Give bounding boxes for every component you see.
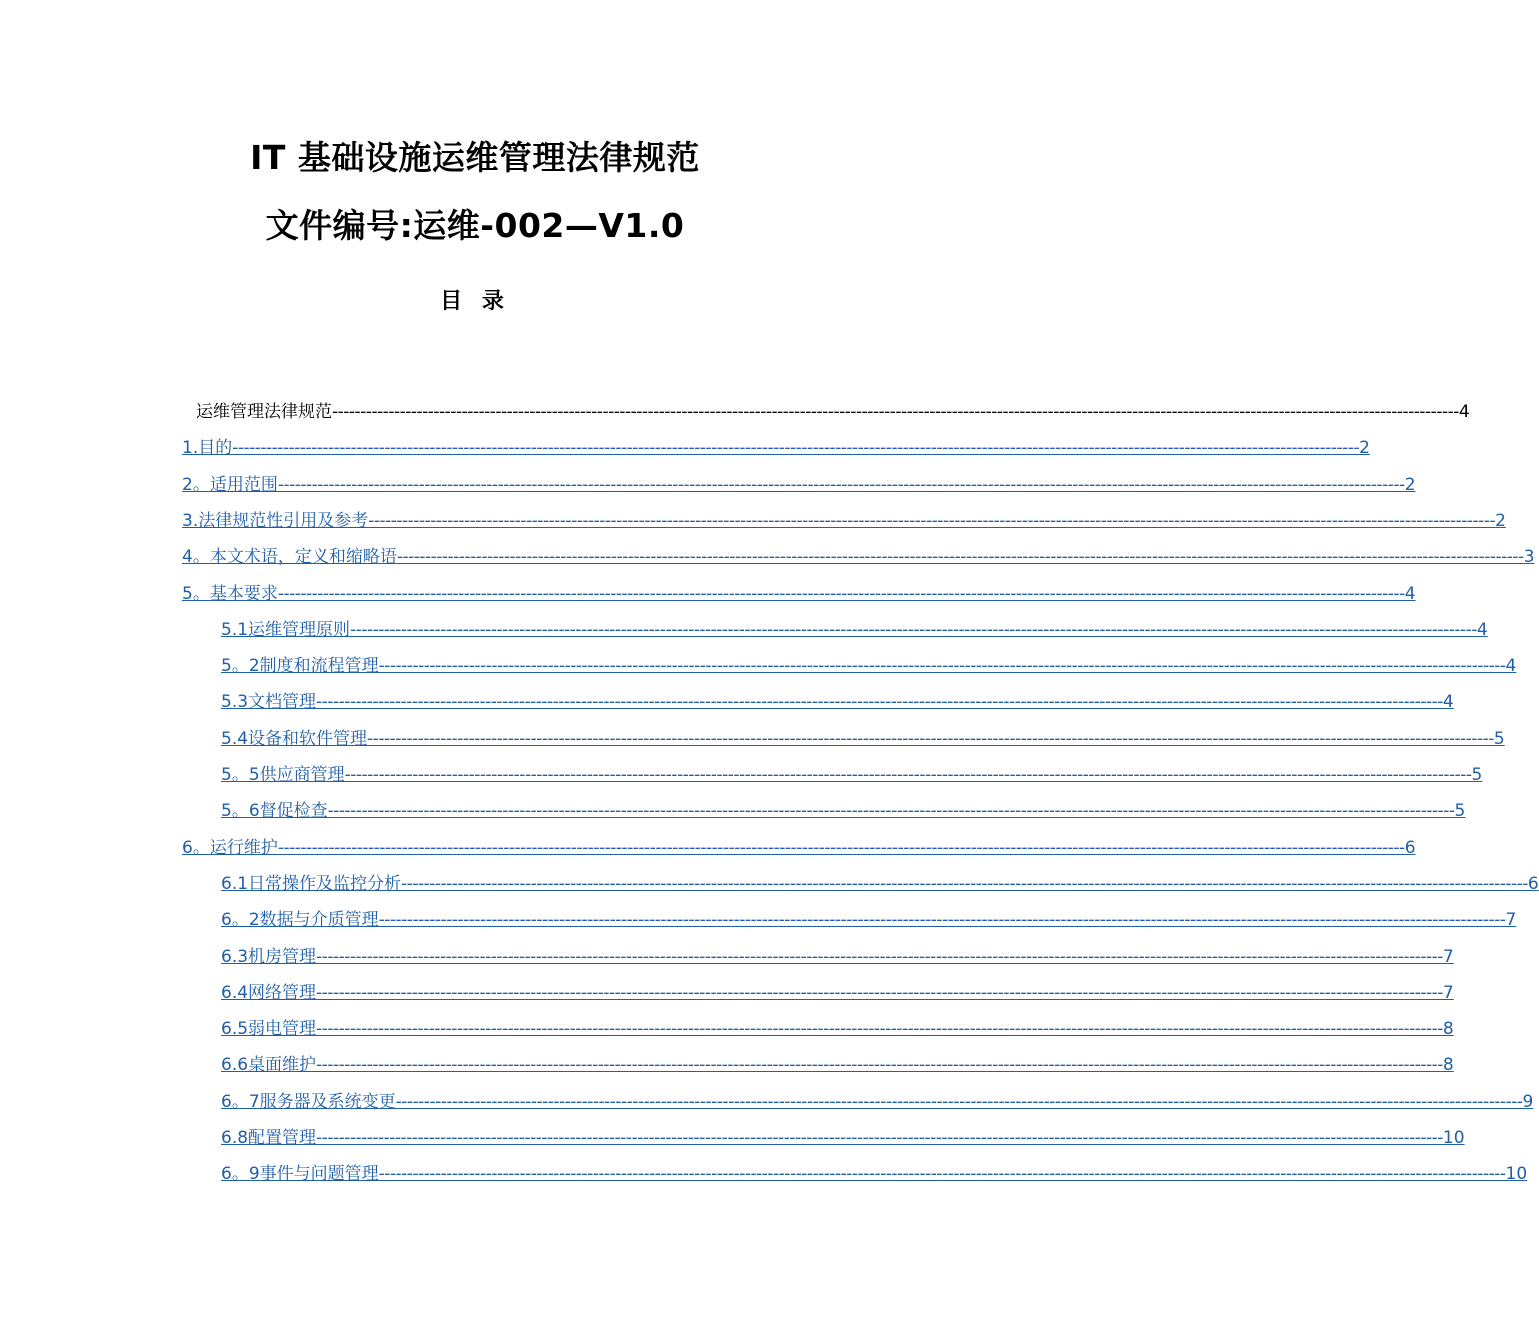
toc-entry[interactable] bbox=[221, 1158, 1528, 1185]
toc-leader-dashes: -------------------------------------------------------------------------------------------------------------------------------------------------------------------------------------------------------- bbox=[316, 946, 1443, 967]
toc-heading: 目 录 bbox=[440, 289, 510, 314]
toc-entry-number: 5.3 bbox=[221, 692, 249, 713]
toc-entry-number: 6.1 bbox=[221, 873, 249, 894]
toc-entry-title: 制度和流程管理 bbox=[259, 656, 379, 677]
toc-entry-title: 运维管理原则 bbox=[248, 619, 351, 640]
toc-entry-number: 5。6 bbox=[221, 801, 260, 822]
toc-entry[interactable] bbox=[221, 941, 1454, 967]
toc-leader-dashes: -------------------------------------------------------------------------------------------------------------------------------------------------------------------------------------------------------- bbox=[378, 910, 1506, 931]
toc-entry-title: 适用范围 bbox=[209, 474, 278, 495]
toc-entry-title: 法律规范性引用及参考 bbox=[198, 510, 369, 531]
toc-entry-page: 4 bbox=[1505, 656, 1517, 677]
toc-entry-title: 弱电管理 bbox=[248, 1019, 317, 1040]
toc-leader-dashes: -------------------------------------------------------------------------------------------------------------------------------------------------------------------------------------------------------- bbox=[316, 1055, 1443, 1076]
toc-leader-dashes: -------------------------------------------------------------------------------------------------------------------------------------------------------------------------------------------------------- bbox=[277, 837, 1405, 858]
toc-entry-title: 督促检查 bbox=[259, 801, 328, 822]
toc-entry-page: 8 bbox=[1442, 1019, 1454, 1040]
toc-entry-number: 6.8 bbox=[221, 1128, 249, 1148]
toc-entry[interactable] bbox=[182, 469, 1416, 495]
toc-entry-page: 7 bbox=[1442, 982, 1454, 1003]
toc-entry-title: 供应商管理 bbox=[259, 765, 345, 785]
toc-leader-dashes: -------------------------------------------------------------------------------------------------------------------------------------------------------------------------------------------------------- bbox=[316, 1128, 1443, 1148]
toc-entry-number: 6。 bbox=[182, 837, 210, 858]
toc-entry[interactable] bbox=[221, 1049, 1454, 1076]
toc-entry-page: 10 bbox=[1442, 1128, 1465, 1148]
toc-entry[interactable] bbox=[221, 904, 1517, 931]
toc-entry-number: 5。5 bbox=[221, 765, 260, 785]
toc-entry[interactable] bbox=[182, 541, 1535, 568]
toc-entry-title: 日常操作及监控分析 bbox=[248, 873, 402, 894]
toc-entry-number: 6.3 bbox=[221, 946, 249, 967]
toc-entry-number: 6.6 bbox=[221, 1055, 249, 1076]
toc-entry[interactable] bbox=[182, 432, 1370, 459]
toc-entry-page: 4 bbox=[1404, 583, 1416, 604]
toc-entry-number: 6。9 bbox=[221, 1164, 260, 1185]
toc-leader-dashes: -------------------------------------------------------------------------------------------------------------------------------------------------------------------------------------------------------- bbox=[316, 692, 1443, 713]
toc-entry[interactable] bbox=[221, 1086, 1534, 1112]
toc-leader-dashes: -------------------------------------------------------------------------------------------------------------------------------------------------------------------------------------------------------- bbox=[367, 728, 1494, 749]
toc-entry-page: 7 bbox=[1505, 910, 1517, 931]
toc-entry-number: 6.4 bbox=[221, 982, 249, 1003]
document-title: IT 基础设施运维管理法律规范 bbox=[250, 138, 700, 177]
toc-leader-dashes: -------------------------------------------------------------------------------------------------------------------------------------------------------------------------------------------------------- bbox=[368, 510, 1496, 531]
toc-leader-dashes: -------------------------------------------------------------------------------------------------------------------------------------------------------------------------------------------------------- bbox=[395, 1091, 1523, 1112]
toc-entry-number: 3. bbox=[182, 510, 199, 531]
toc-entry-page: 9 bbox=[1522, 1091, 1534, 1112]
toc-entry-title: 配置管理 bbox=[248, 1128, 317, 1148]
toc-leader-dashes: -------------------------------------------------------------------------------------------------------------------------------------------------------------------------------------------------------- bbox=[396, 547, 1524, 568]
toc-entry-page: 8 bbox=[1442, 1055, 1454, 1076]
toc-entry-number: 4。 bbox=[182, 547, 210, 568]
toc-entry-number: 5。 bbox=[182, 583, 210, 604]
toc-entry-page: 5 bbox=[1471, 765, 1483, 785]
toc-entry-title: 事件与问题管理 bbox=[259, 1164, 379, 1185]
toc-entry-number: 5.1 bbox=[221, 619, 249, 640]
document-number: 文件编号:运维-002—V1.0 bbox=[265, 206, 685, 245]
toc-leader-dashes: -------------------------------------------------------------------------------------------------------------------------------------------------------------------------------------------------------- bbox=[316, 1019, 1443, 1040]
toc-entry-number: 5。2 bbox=[221, 656, 260, 677]
toc-entry-title: 基本要求 bbox=[209, 583, 278, 604]
toc-entry-page: 6 bbox=[1404, 837, 1416, 858]
toc-entry-page: 6 bbox=[1527, 873, 1539, 894]
toc-entry-title: 机房管理 bbox=[248, 946, 317, 967]
toc-entry[interactable] bbox=[221, 795, 1466, 822]
toc-leader-dashes: -------------------------------------------------------------------------------------------------------------------------------------------------------------------------------------------------------- bbox=[401, 873, 1528, 894]
toc-leader-dashes: -------------------------------------------------------------------------------------------------------------------------------------------------------------------------------------------------------- bbox=[344, 765, 1472, 785]
toc-entry-title: 目的 bbox=[198, 438, 233, 459]
toc-entry-title: 数据与介质管理 bbox=[259, 910, 379, 931]
toc-leader-dashes: -------------------------------------------------------------------------------------------------------------------------------------------------------------------------------------------------------- bbox=[277, 583, 1405, 604]
toc-leader-dashes: -------------------------------------------------------------------------------------------------------------------------------------------------------------------------------------------------------- bbox=[277, 474, 1405, 495]
toc-entry-number: 6。7 bbox=[221, 1091, 260, 1112]
toc-entry[interactable] bbox=[221, 686, 1454, 713]
toc-entry-number: 2。 bbox=[182, 474, 210, 495]
toc-entry-title: 本文术语，定义和缩略语 bbox=[209, 547, 397, 568]
toc-entry-title: 网络管理 bbox=[248, 982, 317, 1003]
toc-entry[interactable] bbox=[221, 868, 1539, 894]
toc-entry[interactable] bbox=[221, 1122, 1465, 1148]
toc-entry-number: 5.4 bbox=[221, 728, 249, 749]
toc-entry-page: 2 bbox=[1495, 510, 1506, 531]
toc-leader-dashes: -------------------------------------------------------------------------------------------------------------------------------------------------------------------------------------------------------- bbox=[378, 656, 1506, 677]
toc-entry-number: 6.5 bbox=[221, 1019, 249, 1040]
toc-leader-dashes: -------------------------------------------------------------------------------------------------------------------------------------------------------------------------------------------------------- bbox=[232, 438, 1360, 459]
toc-entry[interactable] bbox=[221, 759, 1483, 785]
toc-leader-dashes: -------------------------------------------------------------------------------------------------------------------------------------------------------------------------------------------------------- bbox=[316, 982, 1443, 1003]
toc-entry-title: 桌面维护 bbox=[248, 1055, 317, 1076]
toc-entry[interactable] bbox=[182, 578, 1416, 604]
toc-entry-page: 5 bbox=[1493, 728, 1505, 749]
toc-entry[interactable] bbox=[221, 723, 1505, 749]
toc-entry-page: 10 bbox=[1505, 1164, 1528, 1185]
toc-entry-number: 1. bbox=[182, 438, 199, 459]
toc-entry[interactable] bbox=[221, 1013, 1454, 1040]
toc-entry bbox=[196, 396, 1470, 422]
toc-entry-page: 4 bbox=[1442, 692, 1454, 713]
toc-leader-dashes: -------------------------------------------------------------------------------------------------------------------------------------------------------------------------------------------------------- bbox=[350, 619, 1477, 640]
toc-entry[interactable] bbox=[221, 614, 1488, 640]
toc-entry[interactable] bbox=[221, 977, 1454, 1003]
toc-entry-page: 2 bbox=[1359, 438, 1370, 459]
toc-entry-page: 4 bbox=[1476, 619, 1488, 640]
toc-entry-page: 7 bbox=[1442, 946, 1454, 967]
toc-entry[interactable] bbox=[182, 832, 1416, 858]
toc-entry-title: 设备和软件管理 bbox=[248, 728, 368, 749]
toc-entry[interactable] bbox=[182, 505, 1506, 531]
toc-entry-title: 运维管理法律规范 bbox=[196, 402, 332, 422]
toc-entry-number: 6。2 bbox=[221, 910, 260, 931]
toc-leader-dashes: -------------------------------------------------------------------------------------------------------------------------------------------------------------------------------------------------------- bbox=[327, 801, 1455, 822]
toc-entry-title: 服务器及系统变更 bbox=[259, 1091, 396, 1112]
toc-entry-page: 3 bbox=[1523, 547, 1535, 568]
toc-entry-page: 2 bbox=[1404, 474, 1416, 495]
toc-entry[interactable] bbox=[221, 650, 1517, 677]
toc-entry-page: 5 bbox=[1454, 801, 1466, 822]
toc-entry-title: 文档管理 bbox=[248, 692, 317, 713]
toc-leader-dashes: -------------------------------------------------------------------------------------------------------------------------------------------------------------------------------------------------------- bbox=[332, 402, 1459, 422]
toc-entry-title: 运行维护 bbox=[209, 837, 278, 858]
toc-entry-page: 4 bbox=[1458, 402, 1470, 422]
toc-leader-dashes: -------------------------------------------------------------------------------------------------------------------------------------------------------------------------------------------------------- bbox=[378, 1164, 1506, 1185]
